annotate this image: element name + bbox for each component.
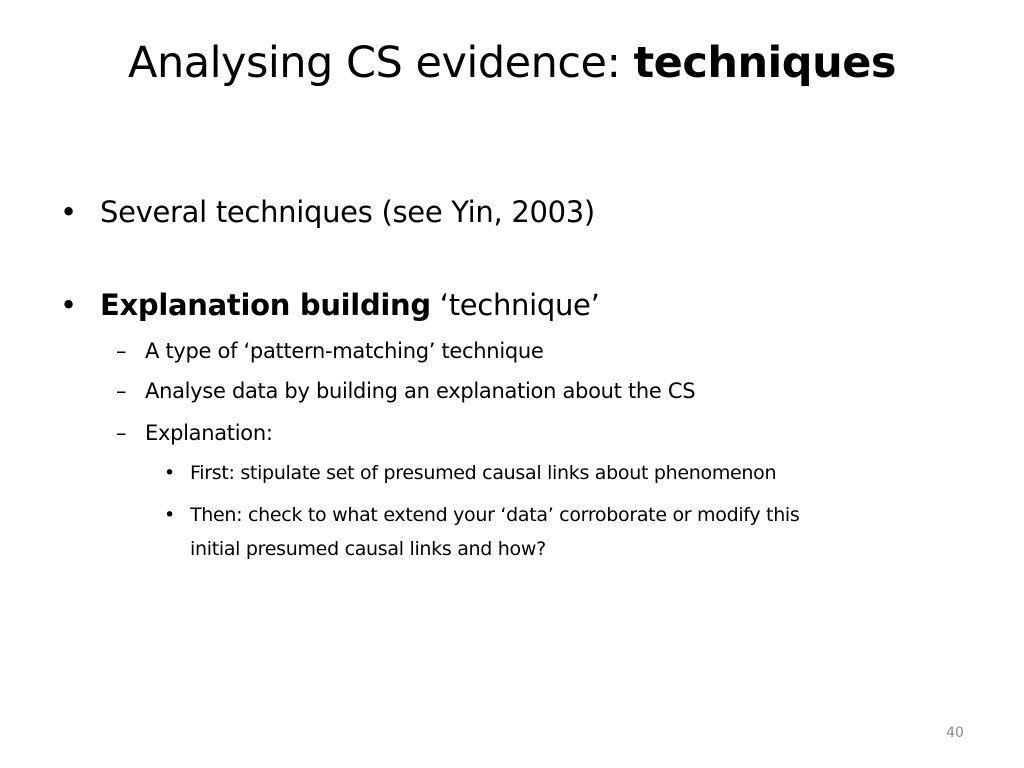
slide-title-bold: techniques: [633, 38, 896, 88]
dash-marker: –: [116, 421, 127, 445]
sub-item-text-2: Analyse data by building an explanation about the CS: [145, 379, 696, 403]
bullet-text-2-regular: ‘technique’: [430, 288, 600, 322]
dash-marker: –: [116, 379, 127, 403]
sub-sub-item-2-continued: [190, 535, 546, 563]
sub-sub-item-text-1: First: stipulate set of presumed causal links about phenomenon: [190, 462, 777, 484]
sub-sub-item-text-2: Then: check to what extend your ‘data’ corroborate or modify this: [190, 504, 800, 526]
bullet-text-2-bold: Explanation building: [100, 288, 431, 322]
sub-item-text-1: A type of ‘pattern-matching’ technique: [145, 339, 544, 363]
bullet-marker: •: [60, 288, 77, 322]
slide-title: [0, 30, 1024, 96]
dash-marker: –: [116, 339, 127, 363]
bullet-text-2: [100, 285, 600, 325]
page-number: 40: [946, 725, 964, 741]
bullet-marker: •: [164, 504, 175, 526]
sub-item-text-3: Explanation:: [145, 421, 273, 445]
bullet-text-1: Several techniques (see Yin, 2003): [100, 195, 595, 229]
bullet-marker: •: [164, 462, 175, 484]
slide-title-regular: Analysing CS evidence:: [128, 38, 634, 88]
sub-sub-item-text-2-continued: initial presumed causal links and how?: [190, 538, 546, 560]
bullet-marker: •: [60, 195, 77, 229]
